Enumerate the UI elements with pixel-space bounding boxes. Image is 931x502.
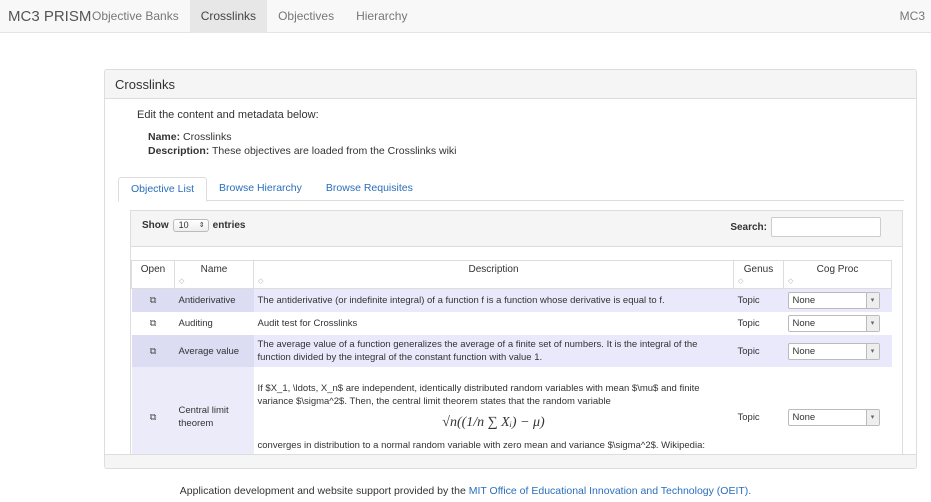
external-link-icon[interactable]: ⧉ (132, 367, 175, 456)
site-footer (0, 485, 931, 497)
show-label: Show (142, 220, 169, 231)
row-name: Antiderivative (175, 289, 254, 313)
crosslinks-panel (104, 69, 917, 469)
chevron-down-icon: ▾ (866, 344, 879, 359)
col-name[interactable]: Name ◇ (175, 261, 254, 289)
tab-browse-hierarchy[interactable]: Browse Hierarchy (219, 182, 302, 194)
row-description: If $X_1, \ldots, X_n$ are independent, identically distributed random variables with mean $\mu$ and finite variance $\sigma^2$. Then, the central limit theorem states that the random variable (257, 383, 700, 407)
nav-objectives[interactable]: Objectives (278, 9, 335, 23)
chevron-down-icon: ▾ (866, 316, 879, 331)
select-arrows-icon: ⇕ (198, 222, 205, 229)
intro-text: Edit the content and metadata below: (137, 109, 319, 121)
sort-icon: ◇ (788, 278, 794, 285)
description-value: These objectives are loaded from the Crosslinks wiki (212, 145, 457, 157)
objectives-table-wrapper (130, 210, 903, 456)
col-description[interactable]: Description ◇ (254, 261, 734, 289)
chevron-down-icon: ▾ (866, 410, 879, 425)
chevron-down-icon: ▾ (866, 293, 879, 308)
description-label: Description: (148, 145, 210, 157)
nav-crosslinks[interactable]: Crosslinks (190, 0, 267, 33)
table-controls (131, 211, 902, 247)
cog-proc-select[interactable]: None ▾ (788, 292, 880, 309)
sort-icon: ◇ (179, 278, 185, 285)
table-row[interactable] (132, 289, 892, 313)
row-description-continued: converges in distribution to a normal random variable with zero mean and variance $\sigma^2$. Wikipedia: (257, 440, 705, 451)
name-label: Name: (148, 131, 181, 143)
cog-proc-select[interactable]: None ▾ (788, 343, 880, 360)
external-link-icon[interactable]: ⧉ (132, 335, 175, 367)
bank-metadata (148, 130, 457, 158)
entries-label: entries (212, 220, 246, 231)
search-control (730, 217, 881, 237)
row-genus: Topic (734, 289, 784, 313)
row-genus: Topic (737, 411, 760, 423)
search-input[interactable] (771, 217, 881, 237)
row-name: Average value (175, 335, 254, 367)
name-value: Crosslinks (183, 131, 232, 143)
col-genus[interactable]: Genus ◇ (734, 261, 784, 289)
main-nav (81, 0, 418, 33)
nav-objective-banks[interactable]: Objective Banks (92, 9, 179, 23)
oeit-link[interactable]: MIT Office of Educational Innovation and Technology (OEIT). (468, 485, 752, 497)
table-row[interactable] (132, 312, 892, 335)
nav-user-link[interactable]: MC3 (899, 9, 925, 23)
objectives-table (131, 260, 892, 456)
sort-icon: ◇ (738, 278, 744, 285)
external-link-icon[interactable]: ⧉ (132, 289, 175, 313)
brand-logo[interactable]: MC3 PRISM (8, 8, 92, 25)
col-open[interactable]: Open (132, 261, 175, 289)
panel-tabs (118, 177, 904, 201)
footer-text: Application development and website support provided by the (179, 485, 466, 497)
panel-title: Crosslinks (105, 70, 916, 99)
entries-length-control (142, 219, 245, 232)
tab-browse-requisites[interactable]: Browse Requisites (325, 182, 413, 194)
row-name: Auditing (175, 312, 254, 335)
row-description: The antiderivative (or indefinite integral) of a function f is a function whose derivative is equal to f. (254, 289, 734, 313)
tab-objective-list[interactable]: Objective List (118, 177, 207, 202)
table-row[interactable] (132, 335, 892, 367)
top-navbar (0, 0, 931, 33)
row-genus: Topic (734, 312, 784, 335)
entries-select[interactable]: 10 ⇕ (173, 219, 209, 232)
row-description: The average value of a function generalizes the average of a finite set of numbers. It is the integral of the function divided by the integral of the constant function with value 1. (254, 335, 734, 367)
table-row[interactable] (132, 367, 892, 456)
cog-proc-select[interactable]: None ▾ (788, 315, 880, 332)
external-link-icon[interactable]: ⧉ (132, 312, 175, 335)
panel-footer (105, 454, 916, 468)
nav-hierarchy[interactable]: Hierarchy (356, 9, 408, 23)
search-label: Search: (730, 221, 767, 233)
cog-proc-select[interactable]: None ▾ (788, 409, 880, 426)
col-cog-proc[interactable]: Cog Proc ◇ (784, 261, 892, 289)
sort-icon: ◇ (258, 278, 264, 285)
row-genus: Topic (734, 335, 784, 367)
row-description: Audit test for Crosslinks (254, 312, 734, 335)
row-name: Central limit theorem (175, 367, 254, 456)
row-formula: √n((1/n ∑ Xᵢ) − μ) (442, 415, 545, 430)
